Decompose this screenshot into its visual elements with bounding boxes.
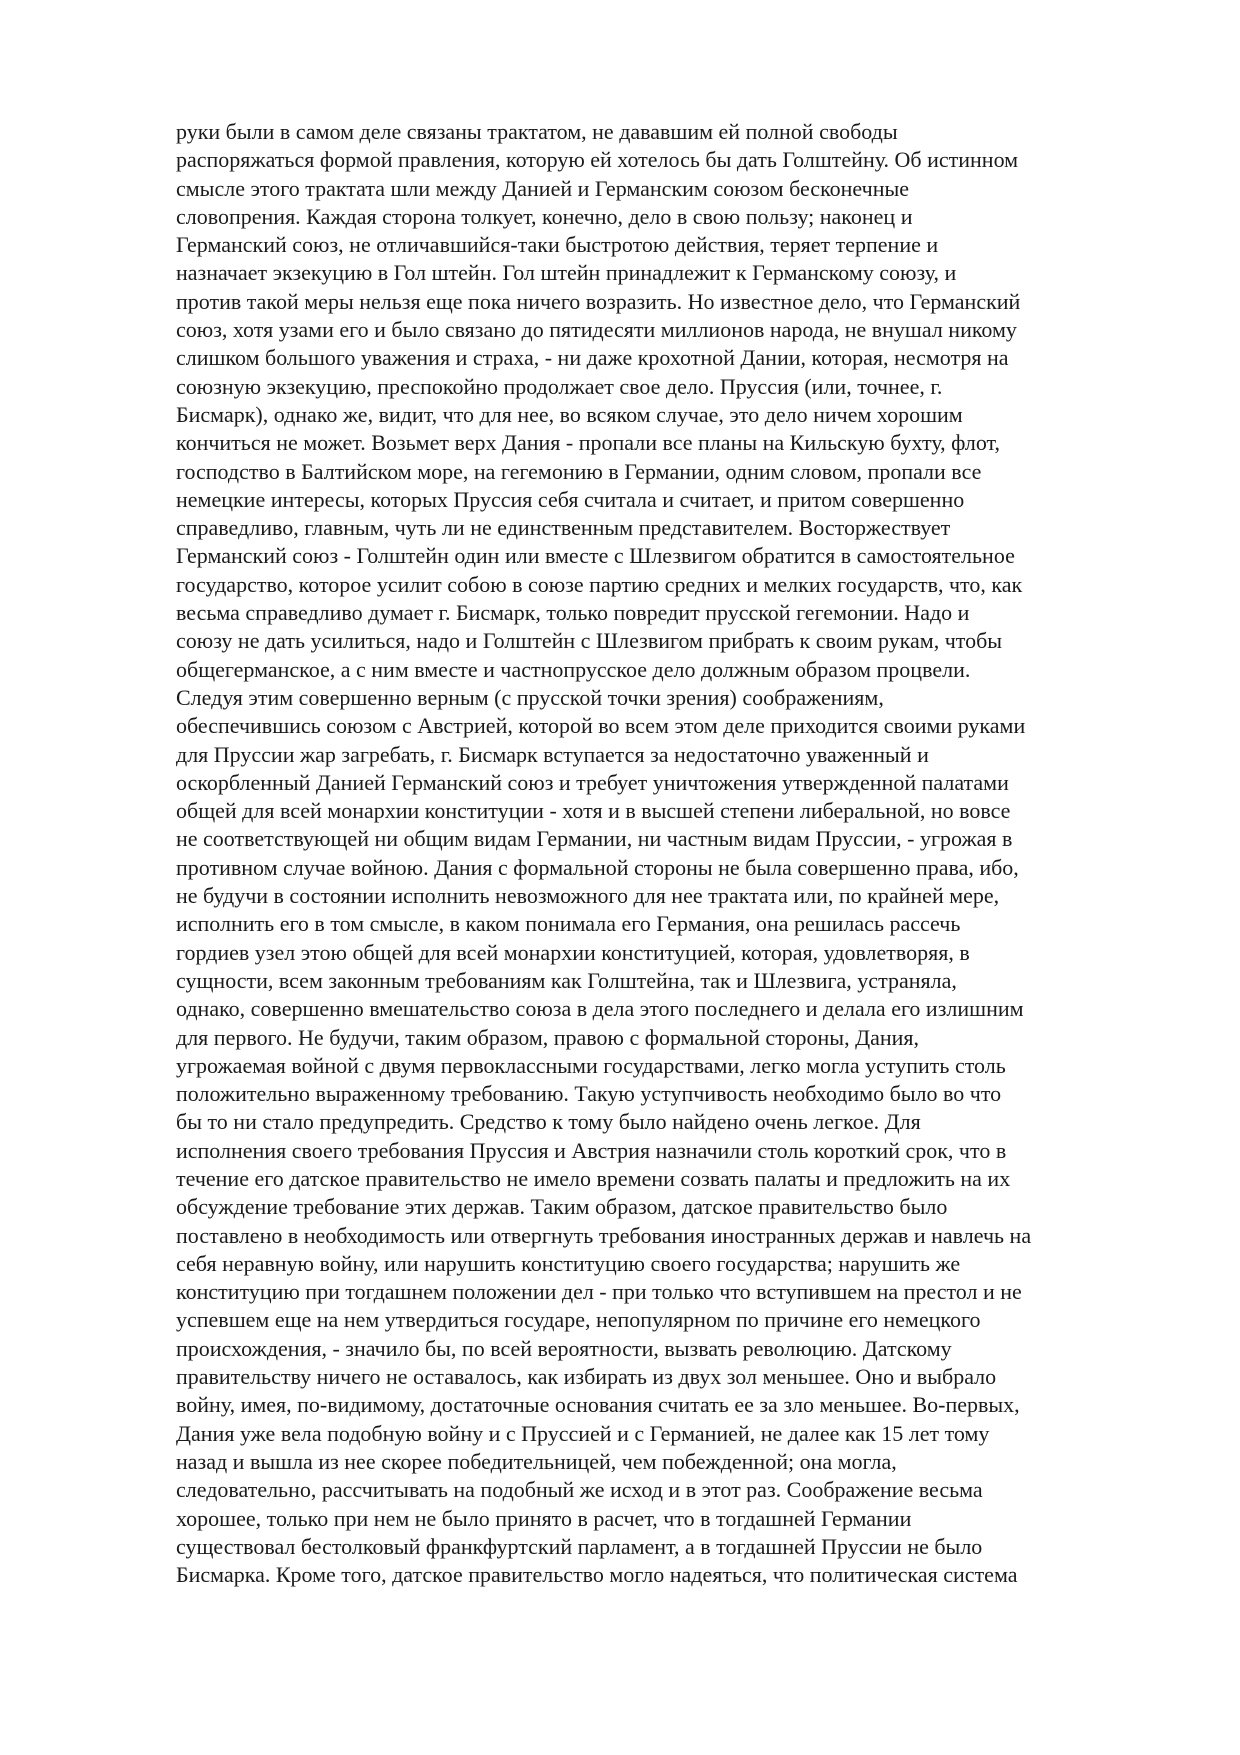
text-line: исполнения своего требования Пруссия и Австрия назначили столь короткий срок, что в xyxy=(176,1137,1007,1163)
text-line: исполнить его в том смысле, в каком понимала его Германия, она решилась рассечь xyxy=(176,911,961,937)
text-line: Бисмарк), однако же, видит, что для нее, во всяком случае, это дело ничем хорошим xyxy=(176,401,963,427)
text-line: Следуя этим совершенно верным (с прусской точки зрения) соображениям, xyxy=(176,684,884,710)
text-line: Германский союз, не отличавшийся-таки быстротою действия, теряет терпение и xyxy=(176,232,939,258)
text-line: немецкие интересы, которых Пруссия себя считала и считает, и притом совершенно xyxy=(176,486,965,512)
text-line: справедливо, главным, чуть ли не единственным представителем. Восторжествует xyxy=(176,515,951,541)
text-line: обсуждение требование этих держав. Таким образом, датское правительство было xyxy=(176,1194,948,1220)
text-line: Германский союз - Голштейн один или вместе с Шлезвигом обратится в самостоятельное xyxy=(176,543,1015,569)
text-line: оскорбленный Данией Германский союз и требует уничтожения утвержденной палатами xyxy=(176,769,1009,795)
text-line: государство, которое усилит собою в союзе партию средних и мелких государств, что, как xyxy=(176,571,1023,597)
body-text xyxy=(176,118,1166,1589)
text-line: конституцию при тогдашнем положении дел - при только что вступившем на престол и не xyxy=(176,1279,1022,1305)
text-line: назначает экзекуцию в Гол штейн. Гол штейн принадлежит к Германскому союзу, и xyxy=(176,260,957,286)
text-line: следовательно, рассчитывать на подобный же исход и в этот раз. Соображение весьма xyxy=(176,1477,983,1503)
text-line: бы то ни стало предупредить. Средство к тому было найдено очень легкое. Для xyxy=(176,1109,921,1135)
text-line: распоряжаться формой правления, которую ей хотелось бы дать Голштейну. Об истинном xyxy=(176,147,1019,173)
text-line: положительно выраженному требованию. Такую уступчивость необходимо было во что xyxy=(176,1081,1002,1107)
text-line: для Пруссии жар загребать, г. Бисмарк вступается за недостаточно уваженный и xyxy=(176,741,929,767)
text-line: хорошее, только при нем не было принято в расчет, что в тогдашней Германии xyxy=(176,1505,912,1531)
text-line: союз, хотя узами его и было связано до пятидесяти миллионов народа, не внушал никому xyxy=(176,317,1017,343)
text-line: не соответствующей ни общим видам Германии, ни частным видам Пруссии, - угрожая в xyxy=(176,826,1013,852)
text-line: происхождения, - значило бы, по всей вероятности, вызвать революцию. Датскому xyxy=(176,1335,952,1361)
text-line: руки были в самом деле связаны трактатом, не дававшим ей полной свободы xyxy=(176,119,898,144)
text-line: общегерманское, а с ним вместе и частнопрусское дело должным образом процвели. xyxy=(176,656,971,682)
text-line: словопрения. Каждая сторона толкует, конечно, дело в свою пользу; наконец и xyxy=(176,203,913,229)
text-line: успевшем еще на нем утвердиться государе, непопулярном по причине его немецкого xyxy=(176,1307,981,1333)
text-line: угрожаемая войной с двумя первоклассными государствами, легко могла уступить столь xyxy=(176,1052,1006,1078)
text-line: союзу не дать усилиться, надо и Голштейн с Шлезвигом прибрать к своим рукам, чтобы xyxy=(176,628,1003,654)
text-line: не будучи в состоянии исполнить невозможного для нее трактата или, по крайней мере, xyxy=(176,883,1000,909)
text-line: для первого. Не будучи, таким образом, правою с формальной стороны, Дания, xyxy=(176,1024,920,1050)
text-line: гордиев узел этою общей для всей монархии конституцией, которая, удовлетворяя, в xyxy=(176,939,970,965)
text-line: кончиться не может. Возьмет верх Дания - пропали все планы на Кильскую бухту, флот, xyxy=(176,430,1000,456)
text-line: общей для всей монархии конституции - хотя и в высшей степени либеральной, но вовсе xyxy=(176,798,1011,824)
text-line: обеспечившись союзом с Австрией, которой во всем этом деле приходится своими руками xyxy=(176,713,1026,739)
text-line: сущности, всем законным требованиям как Голштейна, так и Шлезвига, устраняла, xyxy=(176,967,957,993)
text-line: поставлено в необходимость или отвергнуть требования иностранных держав и навлечь на xyxy=(176,1222,1032,1248)
text-line: слишком большого уважения и страха, - ни даже крохотной Дании, которая, несмотря на xyxy=(176,345,1009,371)
text-line: себя неравную войну, или нарушить конституцию своего государства; нарушить же xyxy=(176,1250,961,1276)
text-line: господство в Балтийском море, на гегемонию в Германии, одним словом, пропали все xyxy=(176,458,982,484)
text-line: существовал бестолковый франкфуртский парламент, а в тогдашней Пруссии не было xyxy=(176,1533,983,1559)
text-line: назад и вышла из нее скорее победительницей, чем побежденной; она могла, xyxy=(176,1448,897,1474)
text-line: против такой меры нельзя еще пока ничего возразить. Но известное дело, что Германский xyxy=(176,288,1021,314)
text-line: течение его датское правительство не имело времени созвать палаты и предложить на их xyxy=(176,1165,1011,1191)
text-line: войну, имея, по-видимому, достаточные основания считать ее за зло меньшее. Во-первых, xyxy=(176,1392,1020,1418)
text-line: Дания уже вела подобную войну и с Пруссией и с Германией, не далее как 15 лет тому xyxy=(176,1420,990,1446)
text-line: смысле этого трактата шли между Данией и Германским союзом бесконечные xyxy=(176,175,910,201)
text-line: правительству ничего не оставалось, как избирать из двух зол меньшее. Оно и выбрало xyxy=(176,1364,997,1390)
text-line: весьма справедливо думает г. Бисмарк, только повредит прусской гегемонии. Надо и xyxy=(176,600,970,626)
text-line: Бисмарка. Кроме того, датское правительство могло надеяться, что политическая система xyxy=(176,1562,1018,1588)
text-line: однако, совершенно вмешательство союза в дела этого последнего и делала его излишним xyxy=(176,996,1024,1022)
text-line: противном случае войною. Дания с формальной стороны не была совершенно права, ибо, xyxy=(176,854,1019,880)
text-line: союзную экзекуцию, преспокойно продолжает свое дело. Пруссия (или, точнее, г. xyxy=(176,373,943,399)
